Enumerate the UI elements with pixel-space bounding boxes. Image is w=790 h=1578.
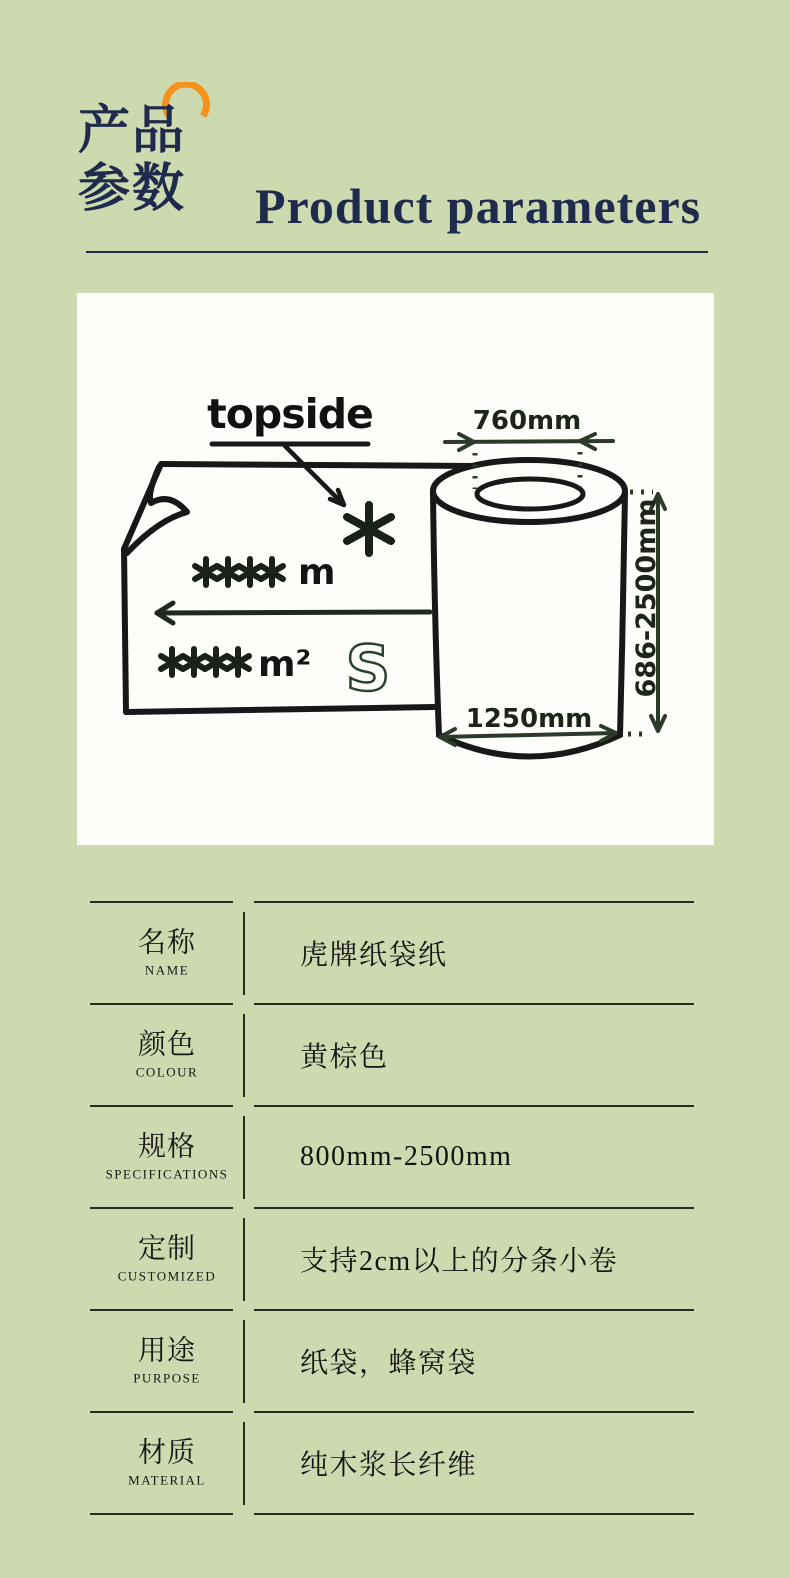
topside-label: topside	[207, 390, 373, 438]
table-bottom-line	[90, 1514, 694, 1516]
length-arrow	[157, 603, 430, 623]
row-separator-line	[90, 1309, 694, 1311]
top-width-dim-label: 760mm	[472, 406, 582, 436]
page-title-en: Product parameters	[255, 178, 702, 234]
table-row	[90, 1004, 694, 1106]
length-stars-marks	[195, 559, 283, 585]
row-separator-line	[90, 1003, 694, 1005]
roll-core-ellipse	[477, 479, 583, 509]
row-label-en: SPECIFICATIONS	[105, 1166, 229, 1182]
row-label	[90, 929, 244, 978]
row-label-en: PURPOSE	[133, 1370, 201, 1386]
row-separator-line	[90, 1207, 694, 1209]
topside-leader-arrow	[285, 446, 344, 505]
row-label	[90, 1031, 244, 1080]
table-row	[90, 1310, 694, 1412]
height-dimension	[628, 492, 665, 734]
diagram-card	[77, 293, 714, 845]
page-title-cn	[78, 103, 186, 219]
row-value: 虎牌纸袋纸	[300, 940, 448, 971]
row-label-cn: 定制	[137, 1233, 196, 1265]
topside-asterisk-mark	[347, 505, 391, 553]
header-divider-line	[86, 251, 708, 253]
row-label-en: COLOUR	[135, 1064, 199, 1080]
row-value: 黄棕色	[300, 1042, 389, 1073]
row-label-en: CUSTOMIZED	[117, 1268, 217, 1284]
row-label-cn: 名称	[137, 927, 196, 959]
row-label-cn: 规格	[137, 1131, 196, 1163]
row-label-cn: 用途	[137, 1335, 196, 1367]
area-unit-label: m²	[258, 644, 312, 685]
row-label-cn: 颜色	[137, 1029, 196, 1061]
row-value: 纯木浆长纤维	[300, 1450, 478, 1481]
row-value: 800mm-2500mm	[300, 1141, 513, 1172]
row-label	[90, 1439, 244, 1488]
table-row	[90, 1106, 694, 1208]
row-separator-line	[90, 1105, 694, 1107]
row-label	[90, 1337, 244, 1386]
bottom-width-dim-label: 1250mm	[465, 704, 593, 734]
height-dim-label: 686-2500mm	[631, 498, 662, 698]
table-row	[90, 1412, 694, 1514]
row-separator-line	[90, 1411, 694, 1413]
area-stars-marks	[161, 649, 249, 675]
s-quality-mark: S	[345, 632, 391, 705]
page-title-cn-line2: 参数	[78, 161, 187, 218]
spec-table	[90, 902, 694, 1516]
row-separator-line	[90, 901, 694, 903]
row-value: 支持2cm以上的分条小卷	[300, 1246, 619, 1277]
page-title-cn-line1: 产品	[78, 103, 187, 160]
table-row	[90, 902, 694, 1004]
table-row	[90, 1208, 694, 1310]
row-label	[90, 1235, 244, 1284]
row-label	[90, 1133, 244, 1182]
row-label-en: MATERIAL	[128, 1472, 206, 1488]
row-label-en: NAME	[144, 962, 190, 978]
length-unit-label: m	[298, 552, 336, 593]
row-value: 纸袋，蜂窝袋	[300, 1348, 478, 1379]
row-label-cn: 材质	[137, 1437, 196, 1469]
paper-roll-diagram	[77, 293, 714, 845]
